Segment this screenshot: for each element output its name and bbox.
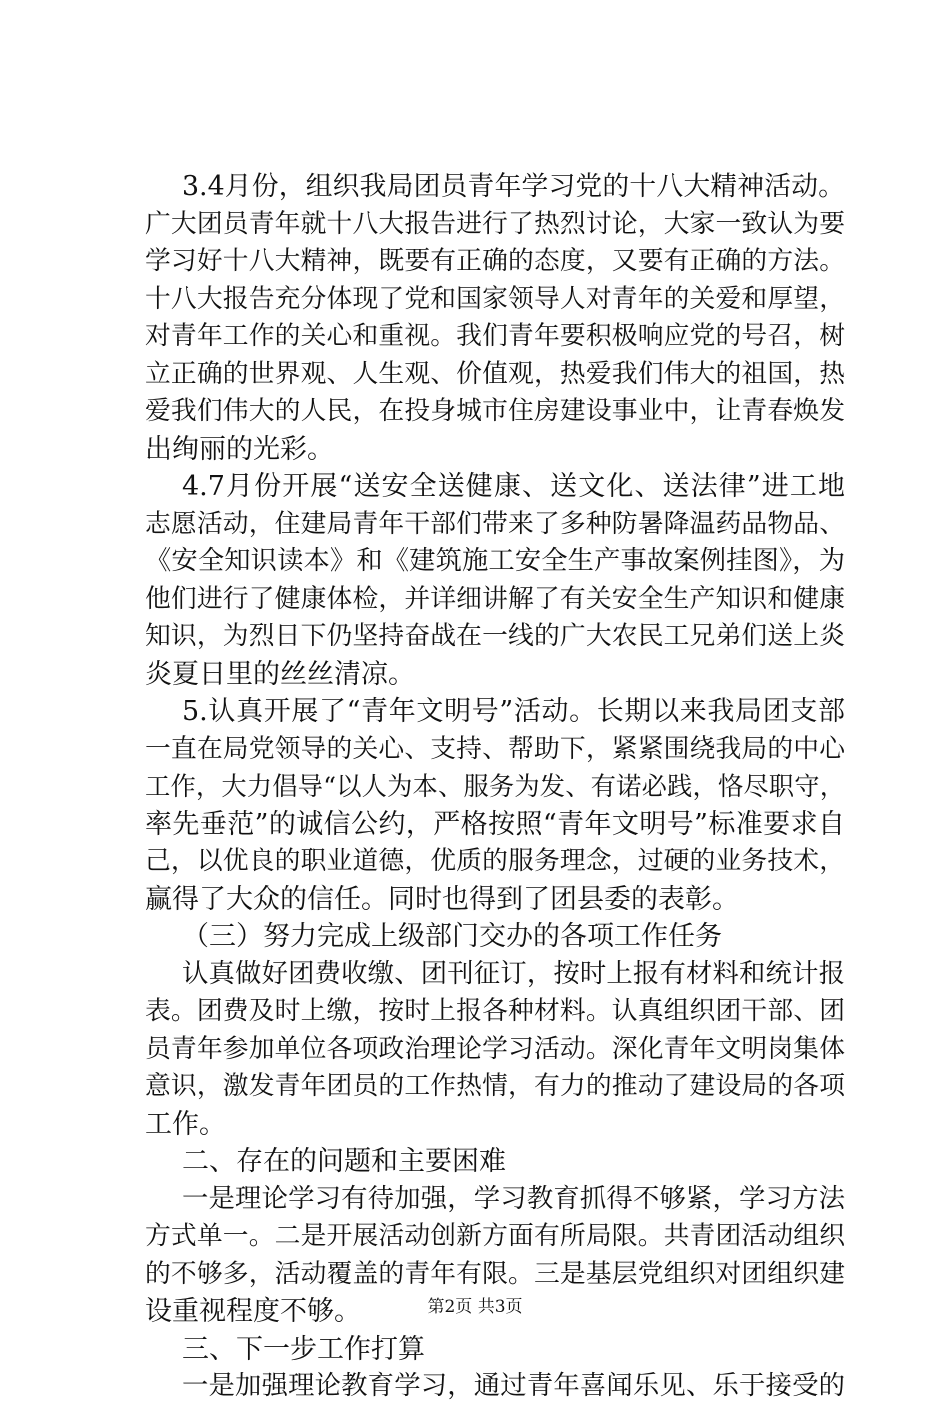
document-body	[145, 168, 845, 1406]
text-line: （三）努力完成上级部门交办的各项工作任务	[182, 921, 722, 952]
text-line: 一直在局党领导的关心、支持、帮助下，紧紧围绕我局的中心	[145, 733, 845, 764]
text-line: 一是理论学习有待加强，学习教育抓得不够紧，学习方法	[182, 1183, 845, 1214]
paragraph-tasks	[145, 956, 845, 1144]
text-line: 对青年工作的关心和重视。我们青年要积极响应党的号召，树	[145, 321, 845, 351]
text-line: 知识，为烈日下仍坚持奋战在一线的广大农民工兄弟们送上炎	[145, 621, 845, 651]
text-line: 他们进行了健康体检，并详细讲解了有关安全生产知识和健康	[145, 583, 845, 614]
heading-next-steps	[145, 1331, 845, 1369]
paragraph-activity-3	[145, 168, 845, 468]
text-line: 二、存在的问题和主要困难	[182, 1146, 506, 1177]
text-line: 炎夏日里的丝丝清凉。	[145, 658, 415, 690]
text-line: 工作。	[145, 1108, 226, 1140]
text-line: 5.认真开展了“青年文明号”活动。长期以来我局团支部	[182, 696, 845, 727]
text-line: 率先垂范”的诚信公约，严格按照“青年文明号”标准要求自	[145, 808, 845, 840]
paragraph-next-steps	[145, 1368, 845, 1406]
heading-section-3	[145, 918, 845, 956]
text-line: 赢得了大众的信任。同时也得到了团县委的表彰。	[145, 883, 739, 915]
text-line: 设重视程度不够。	[145, 1296, 361, 1327]
text-line: 广大团员青年就十八大报告进行了热烈讨论，大家一致认为要	[145, 208, 845, 239]
text-line: 方式单一。二是开展活动创新方面有所局限。共青团活动组织	[145, 1221, 845, 1251]
heading-problems	[145, 1143, 845, 1181]
text-line: 4.7月份开展“送安全送健康、送文化、送法律”进工地	[182, 471, 845, 502]
text-line: 己，以优良的职业道德，优质的服务理念，过硬的业务技术，	[145, 846, 845, 876]
text-line: 的不够多，活动覆盖的青年有限。三是基层党组织对团组织建	[145, 1258, 845, 1289]
text-line: 认真做好团费收缴、团刊征订，按时上报有材料和统计报	[182, 958, 845, 989]
text-line: 意识，激发青年团员的工作热情，有力的推动了建设局的各项	[145, 1071, 845, 1101]
text-line: 工作，大力倡导“以人为本、服务为发、有诺必践，恪尽职守，	[145, 772, 845, 801]
text-line: 出绚丽的光彩。	[145, 433, 334, 465]
text-line: 十八大报告充分体现了党和国家领导人对青年的关爱和厚望，	[145, 283, 845, 314]
paragraph-activity-5	[145, 693, 845, 918]
page-footer: 第2页 共3页	[427, 1297, 523, 1317]
text-line: 3.4月份，组织我局团员青年学习党的十八大精神活动。	[182, 171, 845, 202]
text-line: 一是加强理论教育学习，通过青年喜闻乐见、乐于接受的	[182, 1371, 845, 1401]
text-line: 爱我们伟大的人民，在投身城市住房建设事业中，让青春焕发	[145, 396, 845, 426]
text-line: 志愿活动，住建局青年干部们带来了多种防暑降温药品物品、	[145, 508, 845, 539]
text-line: 《安全知识读本》和《建筑施工安全生产事故案例挂图》，为	[145, 546, 845, 576]
text-line: 员青年参加单位各项政治理论学习活动。深化青年文明岗集体	[145, 1033, 845, 1064]
text-line: 表。团费及时上缴，按时上报各种材料。认真组织团干部、团	[145, 996, 845, 1026]
text-line: 立正确的世界观、人生观、价值观，热爱我们伟大的祖国，热	[145, 358, 845, 389]
text-line: 三、下一步工作打算	[182, 1333, 425, 1365]
paragraph-activity-4	[145, 468, 845, 693]
text-line: 学习好十八大精神，既要有正确的态度，又要有正确的方法。	[145, 246, 845, 276]
